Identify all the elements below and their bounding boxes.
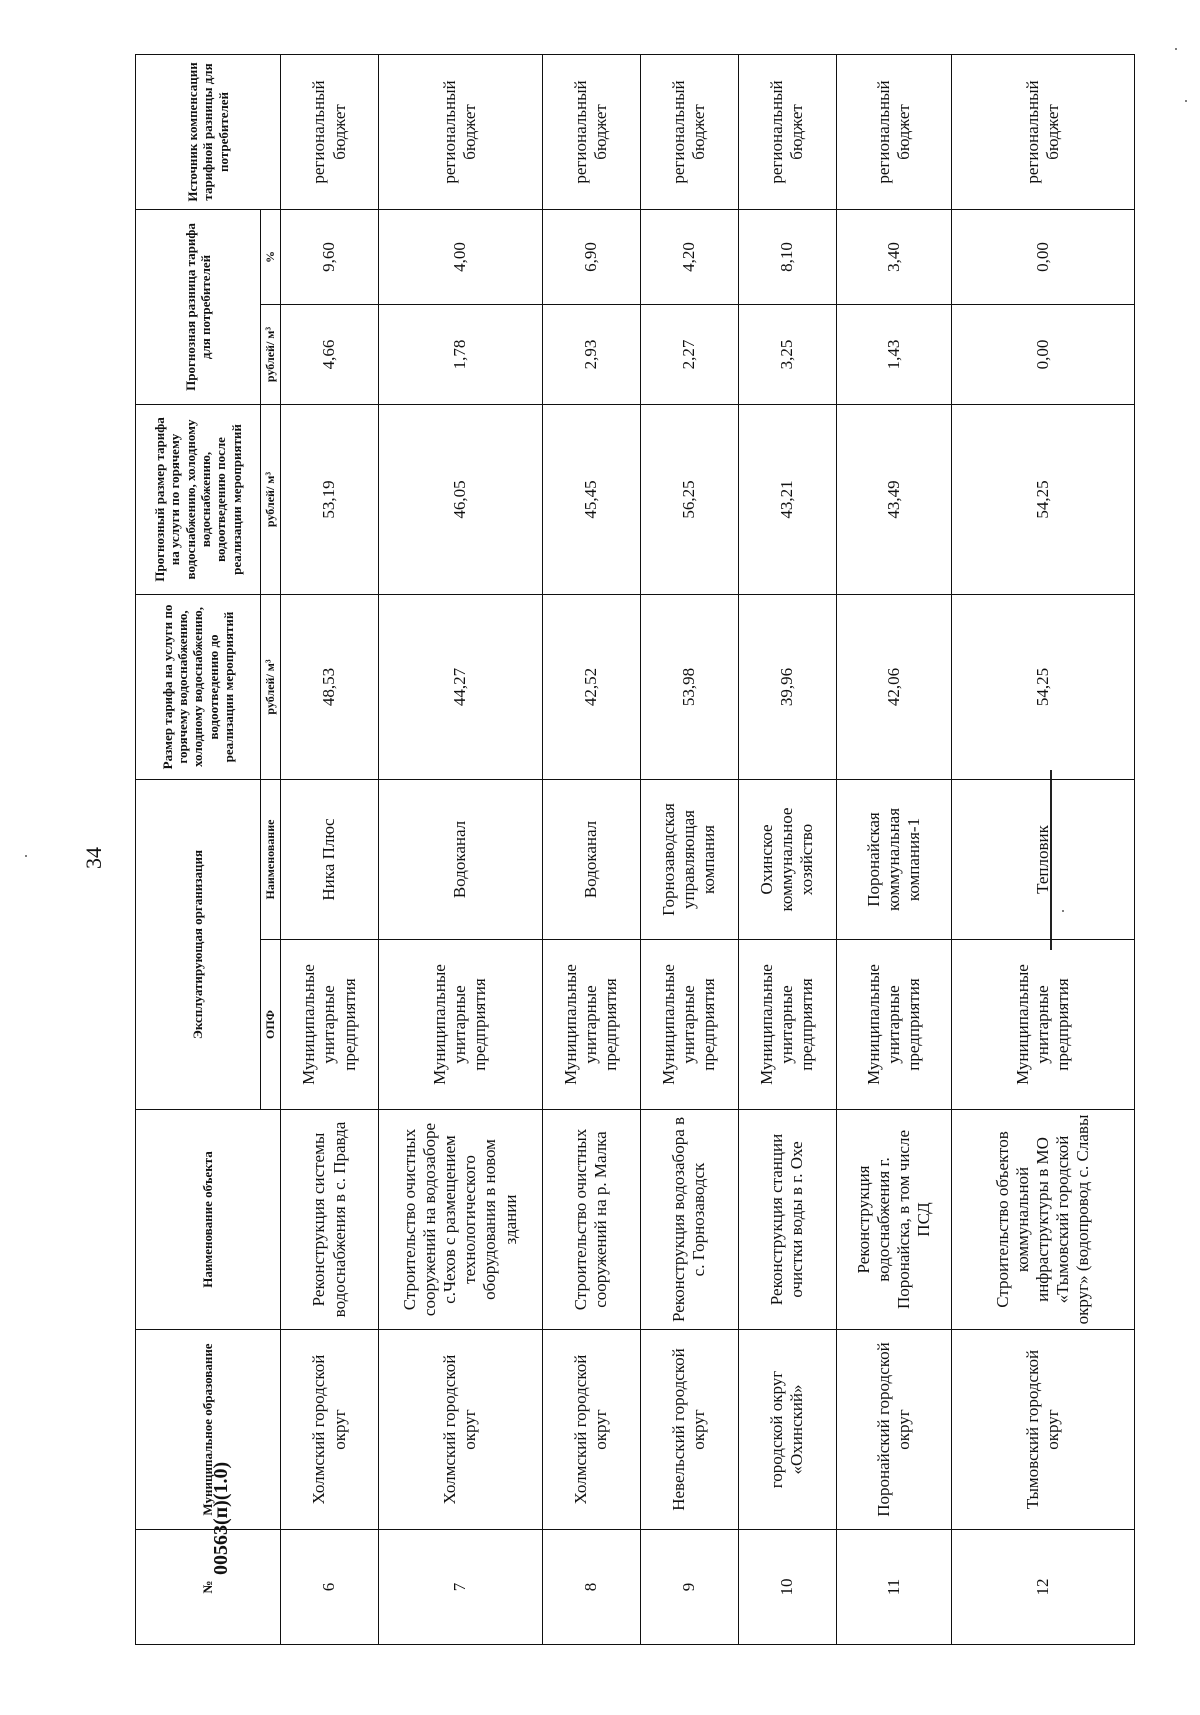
header-unit-after: рублей/ м³ <box>261 404 281 594</box>
cell-diff-rub: 2,27 <box>640 304 738 404</box>
table-row <box>836 54 951 1644</box>
cell-object: Реконструкция водозабора в с. Горнозаводск <box>640 1110 738 1330</box>
cell-municipality: Холмский городской округ <box>281 1330 379 1530</box>
cell-diff-rub: 4,66 <box>281 304 379 404</box>
cell-object: Реконструкция водоснабжения г. Поронайска, в том числе ПСД <box>836 1110 951 1330</box>
cell-diff-pct: 0,00 <box>951 209 1134 304</box>
tariff-table <box>135 54 1135 1645</box>
header-name: Наименование <box>261 779 281 939</box>
scan-speck <box>1185 100 1187 102</box>
cell-object: Реконструкция системы водоснабжения в с. Правда <box>281 1110 379 1330</box>
cell-after: 56,25 <box>640 404 738 594</box>
header-opf: ОПФ <box>261 940 281 1110</box>
cell-name: Охинское коммунальное хозяйство <box>738 779 836 939</box>
cell-opf: Муниципальные унитарные предприятия <box>542 940 640 1110</box>
cell-opf: Муниципальные унитарные предприятия <box>738 940 836 1110</box>
header-unit-before: рублей/ м³ <box>261 594 281 779</box>
cell-num: 10 <box>738 1530 836 1645</box>
cell-before: 42,52 <box>542 594 640 779</box>
cell-opf: Муниципальные унитарные предприятия <box>836 940 951 1110</box>
cell-before: 54,25 <box>951 594 1134 779</box>
cell-municipality: Холмский городской округ <box>379 1330 543 1530</box>
cell-source: региональный бюджет <box>379 54 543 209</box>
header-operator: Эксплуатирующая организация <box>136 779 261 1109</box>
header-municipality: Муниципальное образование <box>136 1330 281 1530</box>
table-row <box>951 54 1134 1644</box>
cell-num: 12 <box>951 1530 1134 1645</box>
document-code: 00563(п)(1.0) <box>210 1461 232 1575</box>
cell-source: региональный бюджет <box>640 54 738 209</box>
cell-after: 46,05 <box>379 404 543 594</box>
cell-object: Строительство очистных сооружений на р. Малка <box>542 1110 640 1330</box>
table-row <box>738 54 836 1644</box>
header-num: № <box>136 1530 281 1645</box>
header-diff: Прогнозная разница тарифа для потребителей <box>136 209 261 404</box>
cell-source: региональный бюджет <box>281 54 379 209</box>
header-tariff-after: Прогнозный размер тарифа на услуги по горячему водоснабжению, холодному водоснабжению, водоотведению после реализации мероприятий <box>136 404 261 594</box>
cell-after: 53,19 <box>281 404 379 594</box>
cell-diff-rub: 1,43 <box>836 304 951 404</box>
cell-num: 8 <box>542 1530 640 1645</box>
cell-diff-pct: 4,20 <box>640 209 738 304</box>
cell-municipality: Поронайский городской округ <box>836 1330 951 1530</box>
table-row <box>281 54 379 1644</box>
cell-after: 43,21 <box>738 404 836 594</box>
cell-diff-rub: 2,93 <box>542 304 640 404</box>
cell-object: Строительство очистных сооружений на водозаборе с.Чехов с размещением технологического оборудования в новом здании <box>379 1110 543 1330</box>
cell-before: 39,96 <box>738 594 836 779</box>
cell-num: 11 <box>836 1530 951 1645</box>
cell-name: Поронайская коммунальная компания-1 <box>836 779 951 939</box>
cell-opf: Муниципальные унитарные предприятия <box>379 940 543 1110</box>
cell-diff-pct: 6,90 <box>542 209 640 304</box>
cell-before: 53,98 <box>640 594 738 779</box>
cell-name: Водоканал <box>542 779 640 939</box>
cell-name: Горнозаводская управляющая компания <box>640 779 738 939</box>
cell-source: региональный бюджет <box>542 54 640 209</box>
cell-name: Водоканал <box>379 779 543 939</box>
cell-before: 48,53 <box>281 594 379 779</box>
cell-name: Ника Плюс <box>281 779 379 939</box>
scan-speck <box>1175 48 1177 50</box>
cell-source: региональный бюджет <box>836 54 951 209</box>
cell-diff-rub: 1,78 <box>379 304 543 404</box>
cell-num: 6 <box>281 1530 379 1645</box>
page-number: 34 <box>81 847 106 869</box>
cell-opf: Муниципальные унитарные предприятия <box>640 940 738 1110</box>
cell-after: 43,49 <box>836 404 951 594</box>
header-unit-diff: рублей/ м³ <box>261 304 281 404</box>
table-row <box>542 54 640 1644</box>
cell-municipality: Тымовский городской округ <box>951 1330 1134 1530</box>
cell-before: 42,06 <box>836 594 951 779</box>
table-row <box>379 54 543 1644</box>
cell-opf: Муниципальные унитарные предприятия <box>281 940 379 1110</box>
cell-diff-rub: 0,00 <box>951 304 1134 404</box>
cell-object: Реконструкция станции очистки воды в г. Охе <box>738 1110 836 1330</box>
scan-speck <box>25 855 27 857</box>
cell-source: региональный бюджет <box>738 54 836 209</box>
cell-name: Тепловик <box>951 779 1134 939</box>
cell-after: 54,25 <box>951 404 1134 594</box>
cell-municipality: Невельский городской округ <box>640 1330 738 1530</box>
header-source: Источник компенсации тарифной разницы для потребителей <box>136 54 281 209</box>
cell-source: региональный бюджет <box>951 54 1134 209</box>
cell-diff-pct: 3,40 <box>836 209 951 304</box>
cell-municipality: Холмский городской округ <box>542 1330 640 1530</box>
cell-before: 44,27 <box>379 594 543 779</box>
table-row <box>640 54 738 1644</box>
cell-object: Строительство объектов коммунальной инфраструктуры в МО «Тымовский городской округ» (водопровод с. Славы <box>951 1110 1134 1330</box>
header-tariff-before: Размер тарифа на услуги по горячему водоснабжению, холодному водоснабжению, водоотведению до реализации мероприятий <box>136 594 261 779</box>
cell-diff-pct: 4,00 <box>379 209 543 304</box>
cell-num: 7 <box>379 1530 543 1645</box>
cell-opf: Муниципальные унитарные предприятия <box>951 940 1134 1110</box>
header-object: Наименование объекта <box>136 1110 281 1330</box>
cell-num: 9 <box>640 1530 738 1645</box>
cell-after: 45,45 <box>542 404 640 594</box>
cell-diff-pct: 8,10 <box>738 209 836 304</box>
cell-municipality: городской округ «Охинский» <box>738 1330 836 1530</box>
header-percent: % <box>261 209 281 304</box>
cell-diff-pct: 9,60 <box>281 209 379 304</box>
tariff-table-container <box>135 55 1135 1645</box>
cell-diff-rub: 3,25 <box>738 304 836 404</box>
